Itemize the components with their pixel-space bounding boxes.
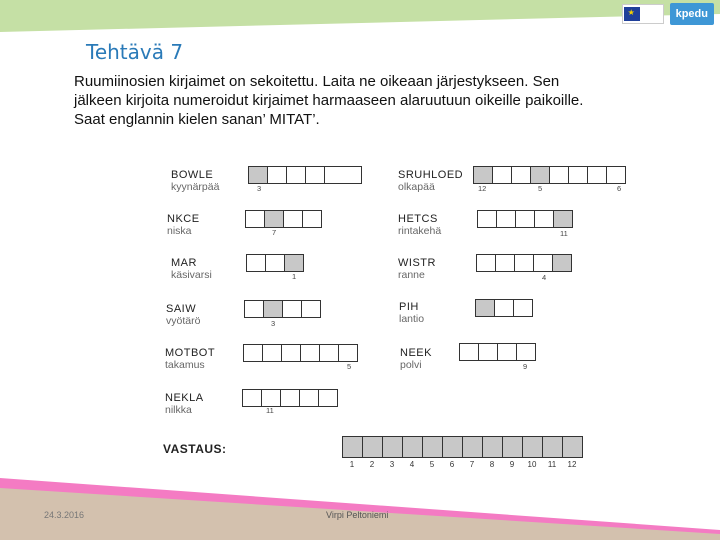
task-nkce xyxy=(167,213,200,237)
box-number: 5 xyxy=(538,184,543,193)
letter-box[interactable] xyxy=(475,299,495,317)
letter-box[interactable] xyxy=(549,166,569,184)
finnish-hint: kyynärpää xyxy=(171,181,220,193)
answer-number: 7 xyxy=(469,460,475,469)
letter-box[interactable] xyxy=(318,389,338,407)
letter-box[interactable] xyxy=(246,254,266,272)
answer-number: 1 xyxy=(349,460,355,469)
box-number: 3 xyxy=(271,319,276,328)
letter-box[interactable] xyxy=(514,254,534,272)
letter-box[interactable] xyxy=(262,344,282,362)
scrambled-word: MOTBOT xyxy=(165,347,216,359)
task-wistr xyxy=(398,257,436,281)
answer-box[interactable] xyxy=(442,436,463,458)
task-hetcs xyxy=(398,213,441,237)
task-motbot xyxy=(165,347,215,371)
finnish-hint: takamus xyxy=(165,359,205,371)
kpedu-logo-icon xyxy=(670,3,714,25)
letter-boxes-bowle xyxy=(248,166,362,184)
scrambled-word: WISTR xyxy=(398,257,436,269)
instructions-text xyxy=(74,72,684,129)
letter-boxes-motbot xyxy=(243,344,358,362)
finnish-hint: rintakehä xyxy=(398,225,442,237)
finnish-hint: vyötärö xyxy=(166,315,201,327)
box-number: 6 xyxy=(617,184,622,193)
letter-box[interactable] xyxy=(283,210,303,228)
box-number: 9 xyxy=(523,362,528,371)
letter-box[interactable] xyxy=(244,300,264,318)
letter-box[interactable] xyxy=(300,344,320,362)
answer-box[interactable] xyxy=(382,436,403,458)
finnish-hint: niska xyxy=(167,225,192,237)
letter-box[interactable] xyxy=(476,254,496,272)
eu-flag-icon xyxy=(624,7,640,21)
letter-box[interactable] xyxy=(513,299,533,317)
letter-boxes-pih xyxy=(475,299,533,317)
answer-number: 2 xyxy=(369,460,375,469)
letter-boxes-saiw xyxy=(244,300,321,318)
letter-box[interactable] xyxy=(478,343,498,361)
letter-box[interactable] xyxy=(492,166,512,184)
box-number: 12 xyxy=(478,184,487,193)
letter-box[interactable] xyxy=(553,210,573,228)
answer-box[interactable] xyxy=(542,436,563,458)
kpedu-logo-label: kpedu xyxy=(675,8,708,20)
letter-boxes-hetcs xyxy=(477,210,573,228)
answer-label: VASTAUS: xyxy=(163,442,227,456)
scrambled-word: NKCE xyxy=(167,213,200,225)
scrambled-word: SRUHLOED xyxy=(398,169,464,181)
answer-number: 6 xyxy=(449,460,455,469)
letter-box[interactable] xyxy=(299,389,319,407)
letter-box[interactable] xyxy=(496,210,516,228)
scrambled-word: NEKLA xyxy=(165,392,204,404)
letter-box[interactable] xyxy=(284,254,304,272)
letter-box[interactable] xyxy=(338,344,358,362)
letter-box[interactable] xyxy=(473,166,493,184)
letter-box[interactable] xyxy=(243,344,263,362)
box-number: 3 xyxy=(257,184,262,193)
answer-number: 5 xyxy=(429,460,435,469)
finnish-hint: nilkka xyxy=(165,404,192,416)
letter-box[interactable] xyxy=(534,210,554,228)
answer-number: 8 xyxy=(489,460,495,469)
letter-box[interactable] xyxy=(245,210,265,228)
answer-numbers xyxy=(342,460,582,469)
answer-box[interactable] xyxy=(342,436,363,458)
header-logos xyxy=(622,3,714,25)
eu-logo xyxy=(622,4,664,24)
letter-box[interactable] xyxy=(301,300,321,318)
top-green-band xyxy=(0,0,720,32)
letter-box[interactable] xyxy=(477,210,497,228)
answer-box[interactable] xyxy=(362,436,383,458)
letter-box[interactable] xyxy=(516,343,536,361)
answer-boxes xyxy=(342,436,583,458)
letter-box[interactable] xyxy=(495,254,515,272)
answer-box[interactable] xyxy=(482,436,503,458)
letter-box[interactable] xyxy=(305,166,325,184)
letter-box[interactable] xyxy=(533,254,553,272)
letter-box[interactable] xyxy=(606,166,626,184)
answer-box[interactable] xyxy=(402,436,423,458)
letter-box[interactable] xyxy=(264,210,284,228)
box-number: 4 xyxy=(542,273,547,282)
letter-box[interactable] xyxy=(497,343,517,361)
answer-box[interactable] xyxy=(562,436,583,458)
scrambled-word: MAR xyxy=(171,257,197,269)
letter-box[interactable] xyxy=(248,166,268,184)
answer-number: 9 xyxy=(509,460,515,469)
answer-number: 3 xyxy=(389,460,395,469)
letter-box[interactable] xyxy=(261,389,281,407)
scrambled-word: NEEK xyxy=(400,347,432,359)
instructions-line-3: Saat englannin kielen sanan’ MITAT’. xyxy=(74,111,320,128)
box-number: 1 xyxy=(292,272,297,281)
task-neek xyxy=(400,347,432,371)
letter-box[interactable] xyxy=(324,166,362,184)
footer-author: Virpi Peltoniemi xyxy=(326,510,389,520)
task-pih xyxy=(399,301,424,325)
letter-boxes-mar xyxy=(246,254,304,272)
task-sruhloed xyxy=(398,169,463,193)
letter-boxes-neek xyxy=(459,343,536,361)
task-bowle xyxy=(171,169,219,193)
letter-box[interactable] xyxy=(286,166,306,184)
letter-box[interactable] xyxy=(302,210,322,228)
finnish-hint: polvi xyxy=(400,359,422,371)
letter-box[interactable] xyxy=(511,166,531,184)
letter-box[interactable] xyxy=(242,389,262,407)
letter-boxes-wistr xyxy=(476,254,572,272)
task-mar xyxy=(171,257,212,281)
page-title: Tehtävä 7 xyxy=(86,40,184,64)
instructions-line-2: jälkeen kirjoita numeroidut kirjaimet harmaaseen alaruutuun oikeille paikoille. xyxy=(74,92,584,109)
finnish-hint: ranne xyxy=(398,269,425,281)
task-nekla xyxy=(165,392,204,416)
letter-box[interactable] xyxy=(494,299,514,317)
letter-box[interactable] xyxy=(515,210,535,228)
answer-number: 4 xyxy=(409,460,415,469)
letter-box[interactable] xyxy=(587,166,607,184)
letter-boxes-nekla xyxy=(242,389,338,407)
letter-boxes-sruhloed xyxy=(473,166,626,184)
letter-box[interactable] xyxy=(459,343,479,361)
answer-box[interactable] xyxy=(522,436,543,458)
scrambled-word: HETCS xyxy=(398,213,438,225)
letter-box[interactable] xyxy=(552,254,572,272)
task-saiw xyxy=(166,303,200,327)
answer-box[interactable] xyxy=(502,436,523,458)
letter-box[interactable] xyxy=(319,344,339,362)
finnish-hint: käsivarsi xyxy=(171,269,212,281)
letter-boxes-nkce xyxy=(245,210,322,228)
box-number: 7 xyxy=(272,228,277,237)
box-number: 11 xyxy=(560,229,568,238)
answer-number: 11 xyxy=(547,460,557,469)
box-number: 5 xyxy=(347,362,352,371)
scrambled-word: SAIW xyxy=(166,303,197,315)
letter-box[interactable] xyxy=(265,254,285,272)
answer-box[interactable] xyxy=(422,436,443,458)
letter-box[interactable] xyxy=(530,166,550,184)
finnish-hint: olkapää xyxy=(398,181,435,193)
box-number: 11 xyxy=(266,406,274,415)
answer-number: 12 xyxy=(567,460,577,469)
footer-date: 24.3.2016 xyxy=(44,510,85,520)
answer-box[interactable] xyxy=(462,436,483,458)
instructions-line-1: Ruumiinosien kirjaimet on sekoitettu. Laita ne oikeaan järjestykseen. Sen xyxy=(74,73,560,90)
letter-box[interactable] xyxy=(282,300,302,318)
letter-box[interactable] xyxy=(280,389,300,407)
scrambled-word: PIH xyxy=(399,301,419,313)
scrambled-word: BOWLE xyxy=(171,169,214,181)
letter-box[interactable] xyxy=(568,166,588,184)
letter-box[interactable] xyxy=(263,300,283,318)
finnish-hint: lantio xyxy=(399,313,425,325)
answer-number: 10 xyxy=(527,460,537,469)
letter-box[interactable] xyxy=(281,344,301,362)
letter-box[interactable] xyxy=(267,166,287,184)
